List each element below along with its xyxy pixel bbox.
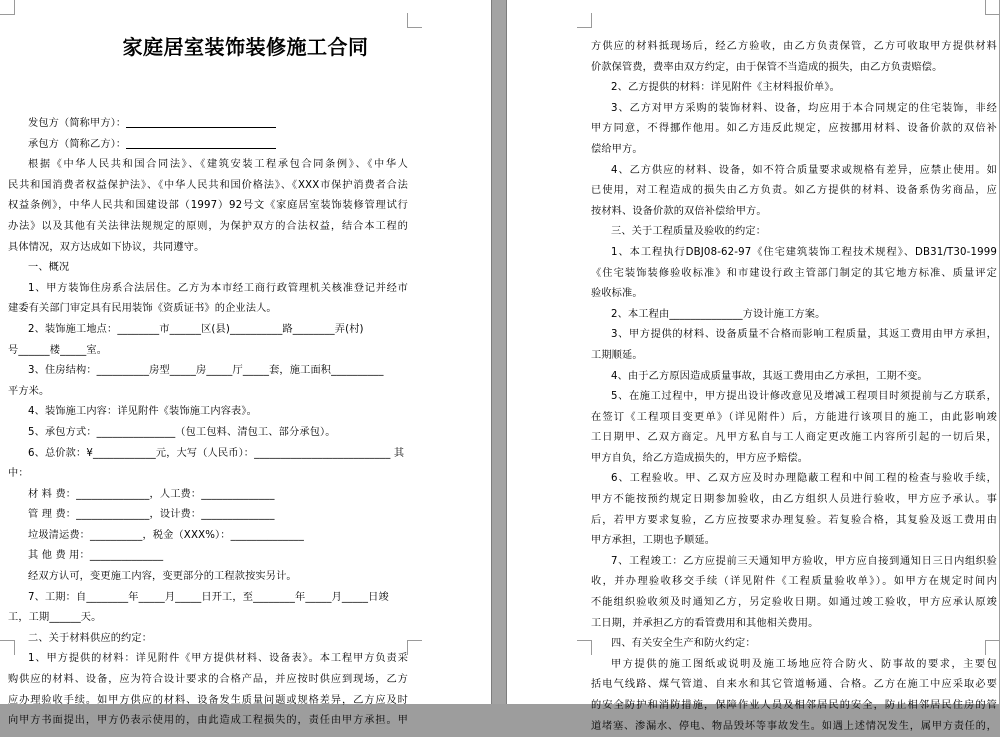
right-text-line: 甲方自负，给乙方造成损失的，甲方应予赔偿。 xyxy=(591,452,809,464)
left-text-line: 发包方（简称甲方）： xyxy=(8,114,408,135)
document-page-right xyxy=(507,0,999,732)
left-text-line: 1、甲方提供的材料：详见附件《甲方提供材料、设备表》。本工程甲方负责采 xyxy=(28,653,408,665)
right-text-line: 2、本工程由______________方设计施工方案。 xyxy=(611,308,826,320)
right-text-line: 后，若甲方要求复验，乙方应按要求办理复验。若复验合格，其复验及返工费用由 xyxy=(591,514,997,526)
right-text-line: 在签订《工程项目变更单》（详见附件）后，方能进行该项目的施工，由此影响竣 xyxy=(591,411,997,423)
right-text-line: 四、有关安全生产和防火约定： xyxy=(611,638,756,650)
right-page-body xyxy=(591,37,997,737)
left-text-line: 平方米。 xyxy=(8,385,50,397)
document-page-left xyxy=(0,0,491,727)
right-text-line: 工日期甲、乙双方商定。凡甲方私自与工人商定更改施工内容所引起的一切后果， xyxy=(591,432,997,444)
right-text-line: 4、由于乙方原因造成质量事故，其返工费用由乙方承担，工期不变。 xyxy=(611,370,928,382)
left-text-line: 号______楼_____室。 xyxy=(8,344,108,356)
right-text-line: 方供应的材料抵现场后，经乙方验收，由乙方负责保管，乙方可收取甲方提供材料 xyxy=(591,41,997,52)
left-text-line: 其 他 费 用：______________ xyxy=(28,550,164,562)
right-text-line: 按材料、设备价款的双倍补偿给甲方。 xyxy=(591,205,767,217)
left-text-line: 2、装饰施工地点：________市______区(县)__________路________弄(村) xyxy=(28,323,364,335)
right-text-line: 收，并办理验收移交手续（详见附件《工程质量验收单》）。如甲方在规定时间内 xyxy=(591,576,997,588)
crop-mark-top-right xyxy=(985,0,1000,15)
right-text-line: 甲方提供的施工图纸或说明及施工场地应符合防火、防事故的要求，主要包 xyxy=(611,658,997,670)
left-text-line: 承包方（简称乙方）： xyxy=(8,135,408,156)
left-text-line: 民共和国消费者权益保护法》、《中华人民共和国价格法》、《XXX市保护消费者合法 xyxy=(8,179,408,191)
crop-mark-top-left xyxy=(0,0,15,15)
right-text-line: 甲方承担，工期也予顺延。 xyxy=(591,535,716,547)
right-text-line: 7、工程竣工：乙方应提前三天通知甲方验收，甲方应自接到通知日三日内组织验 xyxy=(611,555,997,567)
left-text-line: 办法》以及其他有关法律法规规定的原则，为保护双方的合法权益，结合本工程的 xyxy=(8,220,408,232)
right-text-line: 的安全防护和消防措施，保障作业人员及相邻居民的安全，防止相邻居民住房的管 xyxy=(591,700,997,711)
fill-in-blank xyxy=(126,117,276,128)
left-text-line: 3、住房结构：__________房型_____房_____厅_____套，施工面积__________ xyxy=(28,365,384,377)
left-text-line: 购供应的材料、设备，应为符合设计要求的合格产品，并应按时供应到现场，乙方 xyxy=(8,674,408,686)
document-title: 家庭居室装饰装修施工合同 xyxy=(122,35,369,59)
left-text-line: 5、承包方式：_______________（包工包料、清包工、部分承包）。 xyxy=(28,426,336,438)
left-text-line: 材 料 费：______________，人工费：______________ xyxy=(28,488,275,500)
left-text-line: 工，工期______天。 xyxy=(8,612,102,624)
right-text-line: 验收标准。 xyxy=(591,288,643,300)
right-text-line: 3、乙方对甲方采购的装饰材料、设备，均应用于本合同规定的住宅装饰，非经 xyxy=(611,102,997,114)
left-text-line: 建委有关部门审定具有民用装饰《资质证书》的企业法人。 xyxy=(8,303,277,315)
left-text-line: 1、甲方装饰住房系合法居住。乙方为本市经工商行政管理机关核准登记并经市 xyxy=(28,282,408,294)
right-text-line: 工日期，并承担乙方的看管费用和其他相关费用。 xyxy=(591,617,819,629)
left-text-line: 应办理验收手续。如甲方供应的材料、设备发生质量问题或规格差异，乙方应及时 xyxy=(8,694,408,706)
left-text-line: 权益条例》，中华人民共和国建设部（1997）92号文《家庭居室装饰装修管理试行 xyxy=(8,200,408,212)
left-text-line: 向甲方书面提出，甲方仍表示使用的，由此造成工程损失的，责任由甲方承担。甲 xyxy=(8,715,408,727)
crop-mark-top-right xyxy=(407,13,422,28)
left-text-line: 根据《中华人民共和国合同法》、《建筑安装工程承包合同条例》、《中华人 xyxy=(28,159,408,171)
crop-mark-bottom-right xyxy=(407,640,422,655)
left-text-line: 7、工期：自________年_____月_____日开工，至________年_____月_____日竣 xyxy=(28,591,389,603)
right-text-line: 3、甲方提供的材料、设备质量不合格而影响工程质量，其返工费用由甲方承担， xyxy=(611,329,997,341)
right-text-line: 6、工程验收。甲、乙双方应及时办理隐蔽工程和中间工程的检查与验收手续， xyxy=(611,473,997,485)
crop-mark-bottom-left xyxy=(577,640,592,655)
page-gap xyxy=(491,0,507,704)
right-text-line: 三、关于工程质量及验收的约定： xyxy=(611,226,767,238)
right-text-line: 括电气线路、煤气管道、自来水和其它管道畅通、合格。乙方在施工中应采取必要 xyxy=(591,679,997,691)
right-text-line: 道堵塞、渗漏水、停电、物品毁坏等事故发生。如遇上述情况发生，属甲方责任的， xyxy=(591,720,997,732)
right-text-line: 工期顺延。 xyxy=(591,349,643,361)
right-text-line: 2、乙方提供的材料：详见附件《主材料报价单》。 xyxy=(611,82,840,94)
right-text-line: 4、乙方供应的材料、设备，如不符合质量要求或规格有差异，应禁止使用。如 xyxy=(611,164,997,176)
left-text-line: 具体情况，双方达成如下协议，共同遵守。 xyxy=(8,241,205,253)
right-text-line: 偿给甲方。 xyxy=(591,143,643,155)
left-text-line: 一、概况 xyxy=(28,262,70,274)
crop-mark-top-left xyxy=(577,13,592,28)
right-text-line: 甲方不能按预约规定日期参加验收，由乙方组织人员进行验收，甲方应予承认。事 xyxy=(591,494,997,506)
right-text-line: 5、在施工过程中，甲方提出设计修改意见及增减工程项目时须提前与乙方联系， xyxy=(611,391,997,403)
right-text-line: 已使用，对工程造成的损失由乙方负责。如乙方提供的材料、设备系伪劣商品，应 xyxy=(591,185,997,197)
left-text-line: 4、装饰施工内容：详见附件《装饰施工内容表》。 xyxy=(28,406,257,418)
left-text-line: 6、总价款：¥____________元，大写（人民币）：__________________________ 其 xyxy=(28,447,405,459)
left-page-body xyxy=(8,114,408,732)
right-text-line: 甲方同意，不得挪作他用。如乙方违反此规定，应按挪用材料、设备价款的双倍补 xyxy=(591,123,997,135)
left-text-line: 经双方认可，变更施工内容，变更部分的工程款按实另计。 xyxy=(28,571,297,583)
right-text-line: 不能组织验收须及时通知乙方，另定验收日期。如通过竣工验收，甲方应承认原竣 xyxy=(591,597,997,609)
right-text-line: 《住宅装饰装修验收标准》和市建设行政主管部门制定的其它地方标准、质量评定 xyxy=(591,267,997,279)
left-text-line: 管 理 费：______________，设计费：______________ xyxy=(28,509,275,521)
left-text-line: 垃圾清运费：__________，税金（XXX%）：______________ xyxy=(28,529,305,541)
right-text-line: 1、本工程执行DBJ08-62-97《住宅建筑装饰工程技术规程》、DB31/T30-1999 xyxy=(611,246,997,258)
fill-in-blank xyxy=(126,138,276,149)
left-text-line: 中： xyxy=(8,468,29,480)
right-text-line: 价款保管费，费率由双方约定，由于保管不当造成的损失，由乙方负责赔偿。 xyxy=(591,61,943,73)
left-text-line: 二、关于材料供应的约定： xyxy=(28,632,153,644)
